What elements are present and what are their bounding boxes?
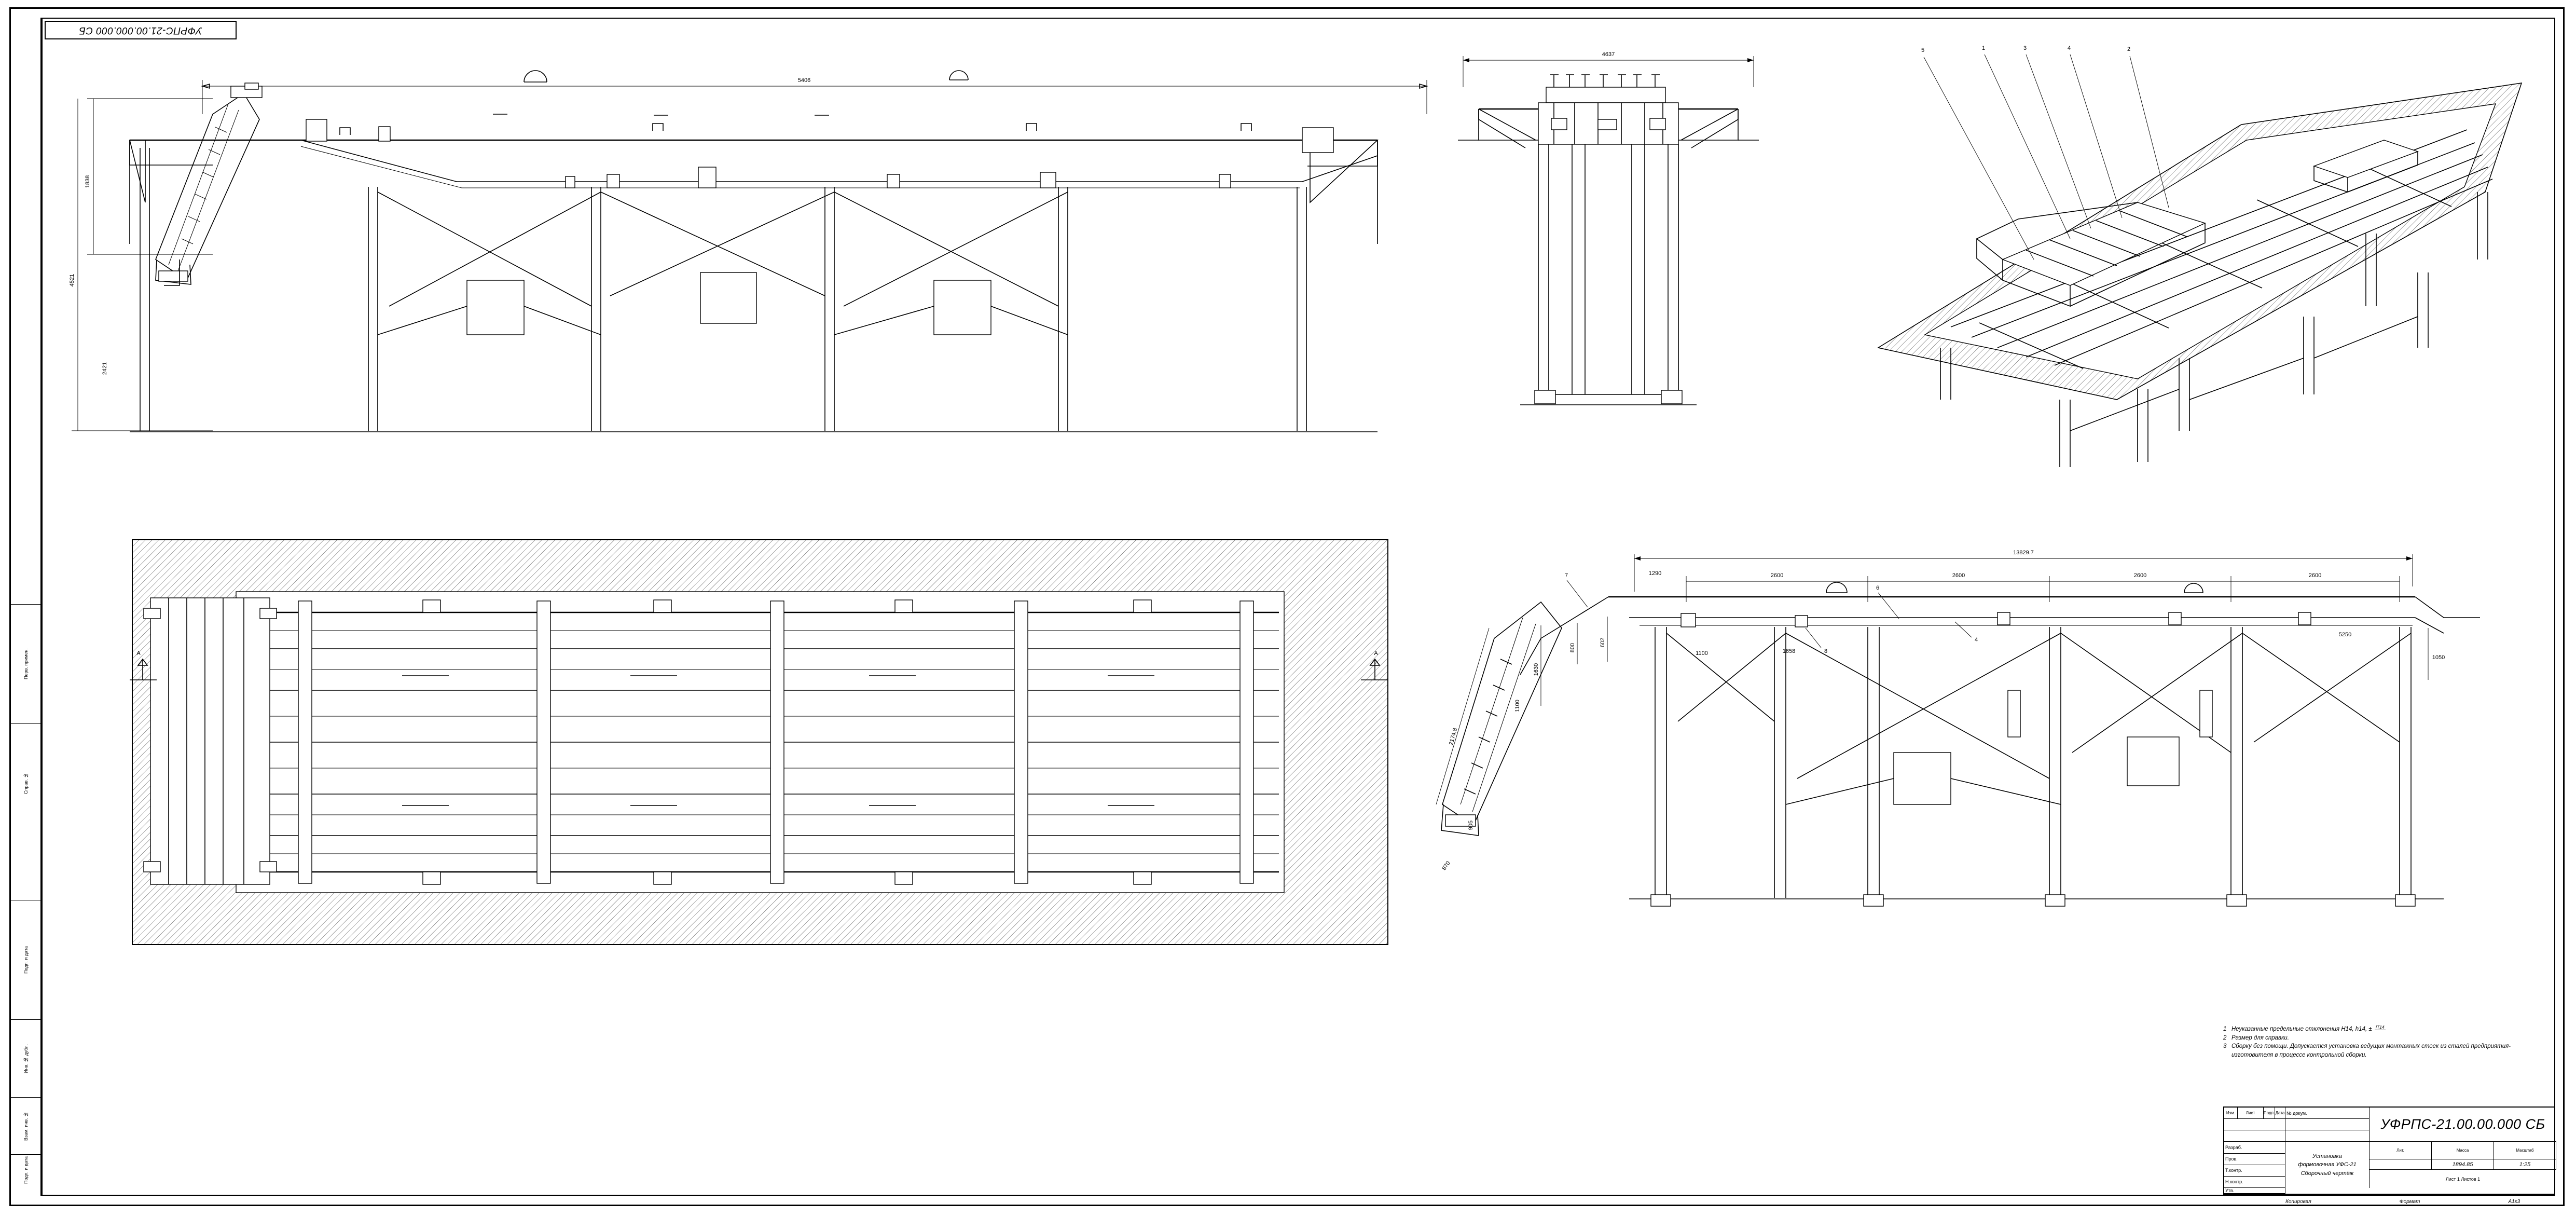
svg-text:4: 4 xyxy=(1975,637,1978,643)
svg-text:8: 8 xyxy=(1824,648,1828,654)
top-machinery xyxy=(1546,75,1665,103)
svg-text:2600: 2600 xyxy=(2308,572,2322,579)
section-braces xyxy=(1666,633,2411,804)
note-number: 2 xyxy=(2223,1034,2227,1041)
svg-text:1630: 1630 xyxy=(1533,663,1539,676)
change-row xyxy=(2224,1119,2285,1130)
plan-machinery xyxy=(144,598,277,884)
svg-text:1658: 1658 xyxy=(1782,648,1796,654)
title-block-change-header xyxy=(2224,1108,2285,1119)
product-name-line2: формовочная УФС-21 xyxy=(2298,1162,2357,1168)
dimension-heights xyxy=(69,99,213,431)
svg-text:800: 800 xyxy=(1569,643,1576,653)
margin-cell: Перв. примен. xyxy=(10,604,42,723)
role-nkontr: Н.контр. xyxy=(2224,1177,2285,1188)
col-podp: Подп. xyxy=(2264,1108,2275,1118)
dimension-segments xyxy=(1649,570,2400,638)
svg-text:1838: 1838 xyxy=(85,175,91,188)
svg-text:4: 4 xyxy=(2068,45,2071,51)
change-row-doc xyxy=(2285,1119,2370,1130)
svg-text:5250: 5250 xyxy=(2338,632,2352,638)
product-name-line1: Установка xyxy=(2312,1153,2342,1159)
tolerance-fraction xyxy=(2375,1025,2386,1034)
svg-text:5406: 5406 xyxy=(797,77,811,84)
header-lit: Лит. xyxy=(2370,1142,2432,1159)
section-extra-dims xyxy=(1436,617,2445,871)
note-text: Сборку без помощи. Допускается установка ведущих монтажных стоек из сталей предприятия-изготовителя в процессе контрольной сборки. xyxy=(2231,1043,2511,1059)
svg-text:2174.8: 2174.8 xyxy=(1448,727,1459,746)
svg-text:1: 1 xyxy=(1982,45,1986,51)
header-massa: Масса xyxy=(2432,1142,2494,1159)
deck-fixtures xyxy=(306,71,1333,188)
inclined-conveyor xyxy=(156,83,262,285)
role-prov: Пров. xyxy=(2224,1154,2285,1165)
dimension-side-width xyxy=(1463,51,1754,87)
section-legs xyxy=(1629,627,2444,906)
col-data: Дата xyxy=(2275,1108,2285,1118)
role-razrab: Разраб. xyxy=(2224,1142,2285,1153)
dimension-overall-length xyxy=(202,77,1427,114)
svg-text:2421: 2421 xyxy=(102,362,108,375)
svg-text:1100: 1100 xyxy=(1514,700,1521,712)
svg-text:5: 5 xyxy=(1921,47,1925,53)
svg-text:870: 870 xyxy=(1441,860,1452,872)
note-text: Неуказанные предельные отклонения Н14, h14, ± xyxy=(2231,1026,2372,1032)
drawing-code: УФРПС-21.00.00.000 СБ xyxy=(2370,1108,2556,1142)
section-callouts xyxy=(1565,572,1978,654)
note-text: Размер для справки. xyxy=(2231,1034,2289,1041)
svg-text:13829.7: 13829.7 xyxy=(2013,550,2034,556)
role-tkontr: Т.контр. xyxy=(2224,1165,2285,1177)
note-item xyxy=(2223,1042,2514,1059)
sheet-count: Лист 1 Листов 1 xyxy=(2445,1176,2481,1182)
corner-designation-text: УФРПС-21.00.000.000 СБ xyxy=(79,25,202,36)
svg-text:602: 602 xyxy=(1600,637,1606,648)
section-fixtures xyxy=(1681,582,2311,737)
technical-requirements xyxy=(2223,1025,2514,1060)
view-section-aa xyxy=(1411,535,2516,971)
header-masshtab: Масштаб xyxy=(2494,1142,2556,1159)
svg-text:4637: 4637 xyxy=(1602,51,1615,58)
svg-text:2600: 2600 xyxy=(1770,572,1784,579)
view-front-elevation xyxy=(57,36,1427,488)
title-block-right xyxy=(2370,1142,2556,1188)
title-block xyxy=(2223,1106,2555,1195)
note-item xyxy=(2223,1025,2514,1034)
change-row-doc xyxy=(2285,1130,2370,1142)
note-number: 3 xyxy=(2223,1043,2227,1050)
dimension-section-overall xyxy=(1634,550,2413,592)
value-masshtab: 1:25 xyxy=(2494,1159,2556,1169)
svg-text:7: 7 xyxy=(1565,572,1568,579)
view-isometric xyxy=(1847,36,2542,503)
margin-cell: Подп. и дата xyxy=(10,1154,42,1185)
footer-format-label: Формат xyxy=(2399,1198,2420,1205)
product-name-line3: Сборочный чертёж xyxy=(2301,1170,2354,1177)
svg-text:905: 905 xyxy=(1468,820,1474,830)
svg-text:6: 6 xyxy=(1876,585,1880,591)
value-massa: 1894.85 xyxy=(2432,1159,2494,1169)
product-name xyxy=(2285,1142,2370,1188)
left-margin-strip xyxy=(10,18,42,1196)
svg-text:2: 2 xyxy=(2127,46,2131,52)
margin-cell: Справ. № xyxy=(10,723,42,843)
svg-text:1100: 1100 xyxy=(1696,650,1708,657)
svg-text:1290: 1290 xyxy=(1648,570,1662,577)
svg-text:А: А xyxy=(1374,650,1378,657)
svg-text:4521: 4521 xyxy=(69,274,75,287)
col-izm: Изм. xyxy=(2224,1108,2238,1118)
col-dokum: № докум. xyxy=(2285,1108,2370,1119)
value-lit xyxy=(2370,1159,2432,1169)
margin-cell: Подп. и дата xyxy=(10,900,42,1019)
svg-text:А: А xyxy=(136,650,141,657)
svg-text:1050: 1050 xyxy=(2432,654,2445,661)
svg-text:2600: 2600 xyxy=(1952,572,1965,579)
tolerance-numerator: IT14 xyxy=(2375,1024,2385,1030)
view-side-elevation xyxy=(1448,42,1769,477)
footer-format-value: A1x3 xyxy=(2508,1198,2520,1205)
view-plan xyxy=(132,540,1388,945)
margin-cell: Взам. инв. № xyxy=(10,1097,42,1154)
footer-copied: Копировал xyxy=(2285,1198,2311,1205)
sheet-footer xyxy=(2223,1196,2555,1207)
margin-cell: Инв. № дубл. xyxy=(10,1019,42,1097)
col-list: Лист xyxy=(2238,1108,2264,1118)
role-utv: Утв. xyxy=(2224,1188,2285,1194)
note-number: 1 xyxy=(2223,1026,2227,1032)
bracing-trusses xyxy=(378,192,1068,335)
note-item xyxy=(2223,1034,2514,1043)
svg-text:3: 3 xyxy=(2023,45,2027,51)
change-row xyxy=(2224,1130,2285,1142)
svg-text:2600: 2600 xyxy=(2133,572,2147,579)
